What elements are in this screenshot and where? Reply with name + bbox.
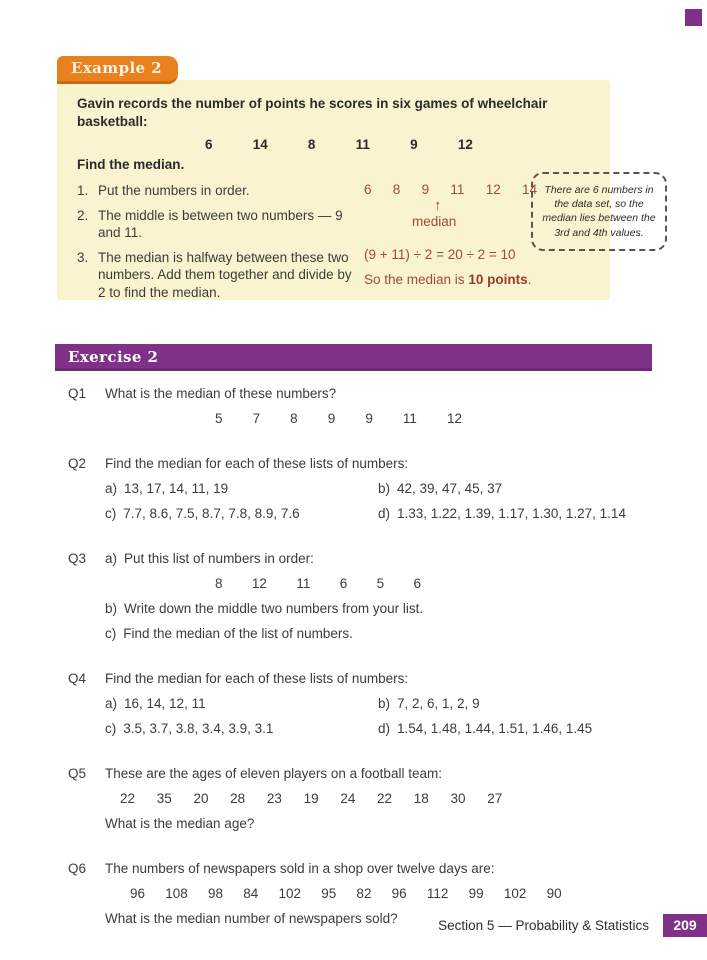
margin-note: There are 6 numbers in the data set, so the median lies between the 3rd and 4th values. xyxy=(531,172,667,251)
example-step-3: The median is halfway between these two numbers. Add them together and divide by 2 to find the median. xyxy=(98,249,352,300)
part-c: c) Find the median of the list of numbers. xyxy=(105,626,353,641)
page-number-badge: 209 xyxy=(663,914,707,937)
median-label: median xyxy=(412,214,457,229)
part-a: a) Put this list of numbers in order: xyxy=(105,551,314,566)
example-step-2: The middle is between two numbers — 9 and 11. xyxy=(98,207,343,240)
question-numbers: 96 108 98 84 102 95 82 96 112 99 102 90 xyxy=(130,886,562,901)
section-title: Section 5 — Probability & Statistics xyxy=(438,918,649,933)
example-steps xyxy=(77,182,358,301)
question-parts xyxy=(105,691,668,741)
question-label: Q2 xyxy=(68,456,87,471)
question-list xyxy=(68,381,668,931)
example-task: Find the median. xyxy=(77,157,185,172)
question-text: The numbers of newspapers sold in a shop over twelve days are: xyxy=(105,861,495,876)
part-d: d) 1.33, 1.22, 1.39, 1.17, 1.30, 1.27, 1.14 xyxy=(378,506,626,521)
question-3 xyxy=(68,546,668,646)
page-footer xyxy=(438,914,707,937)
question-parts xyxy=(105,476,668,526)
part-c: c) 3.5, 3.7, 3.8, 3.4, 3.9, 3.1 xyxy=(105,721,274,736)
example-intro: Gavin records the number of points he scores in six games of wheelchair basketball: xyxy=(77,96,548,129)
question-label: Q3 xyxy=(68,551,87,566)
question-text: Find the median for each of these lists of numbers: xyxy=(105,456,409,471)
part-b: b) 7, 2, 6, 1, 2, 9 xyxy=(378,696,480,711)
question-label: Q6 xyxy=(68,861,87,876)
example-conclusion xyxy=(364,272,537,287)
conclusion-suffix: . xyxy=(527,272,532,287)
example-box xyxy=(57,80,656,300)
example-step-1: Put the numbers in order. xyxy=(98,183,250,198)
part-b: b) Write down the middle two numbers from your list. xyxy=(105,601,424,616)
question-numbers: 22 35 20 28 23 19 24 22 18 30 27 xyxy=(120,791,503,806)
question-5 xyxy=(68,761,668,836)
example-section xyxy=(57,56,656,300)
example-heading: Example 2 xyxy=(57,56,178,84)
question-numbers: 5 7 8 9 9 11 12 xyxy=(215,411,463,426)
question-numbers: 8 12 11 6 5 6 xyxy=(215,576,422,591)
ordered-values: 6 8 9 11 12 14 xyxy=(364,182,538,197)
example-solution xyxy=(364,182,537,301)
median-calculation: (9 + 11) ÷ 2 = 20 ÷ 2 = 10 xyxy=(364,247,516,262)
part-c: c) 7.7, 8.6, 7.5, 8.7, 7.8, 8.9, 7.6 xyxy=(105,506,300,521)
question-label: Q5 xyxy=(68,766,87,781)
question-2 xyxy=(68,451,668,526)
part-a: a) 16, 14, 12, 11 xyxy=(105,696,206,711)
median-arrow-icon: ↑ xyxy=(434,197,442,214)
example-data-values: 6 14 8 11 9 12 xyxy=(205,137,473,152)
part-b: b) 42, 39, 47, 45, 37 xyxy=(378,481,503,496)
conclusion-prefix: So the median is xyxy=(364,272,469,287)
question-4 xyxy=(68,666,668,741)
page-edge-tab xyxy=(685,9,702,26)
question-text: Find the median for each of these lists of numbers: xyxy=(105,671,409,686)
part-a: a) 13, 17, 14, 11, 19 xyxy=(105,481,229,496)
question-label: Q1 xyxy=(68,386,87,401)
part-d: d) 1.54, 1.48, 1.44, 1.51, 1.46, 1.45 xyxy=(378,721,593,736)
exercise-section xyxy=(55,344,707,931)
question-text: What is the median of these numbers? xyxy=(105,386,337,401)
exercise-heading: Exercise 2 xyxy=(55,344,652,371)
question-followup: What is the median number of newspapers sold? xyxy=(105,911,398,926)
question-followup: What is the median age? xyxy=(105,816,255,831)
question-label: Q4 xyxy=(68,671,87,686)
conclusion-answer: 10 points xyxy=(468,272,528,287)
example-columns xyxy=(77,182,590,301)
question-text: These are the ages of eleven players on a football team: xyxy=(105,766,442,781)
question-1 xyxy=(68,381,668,431)
